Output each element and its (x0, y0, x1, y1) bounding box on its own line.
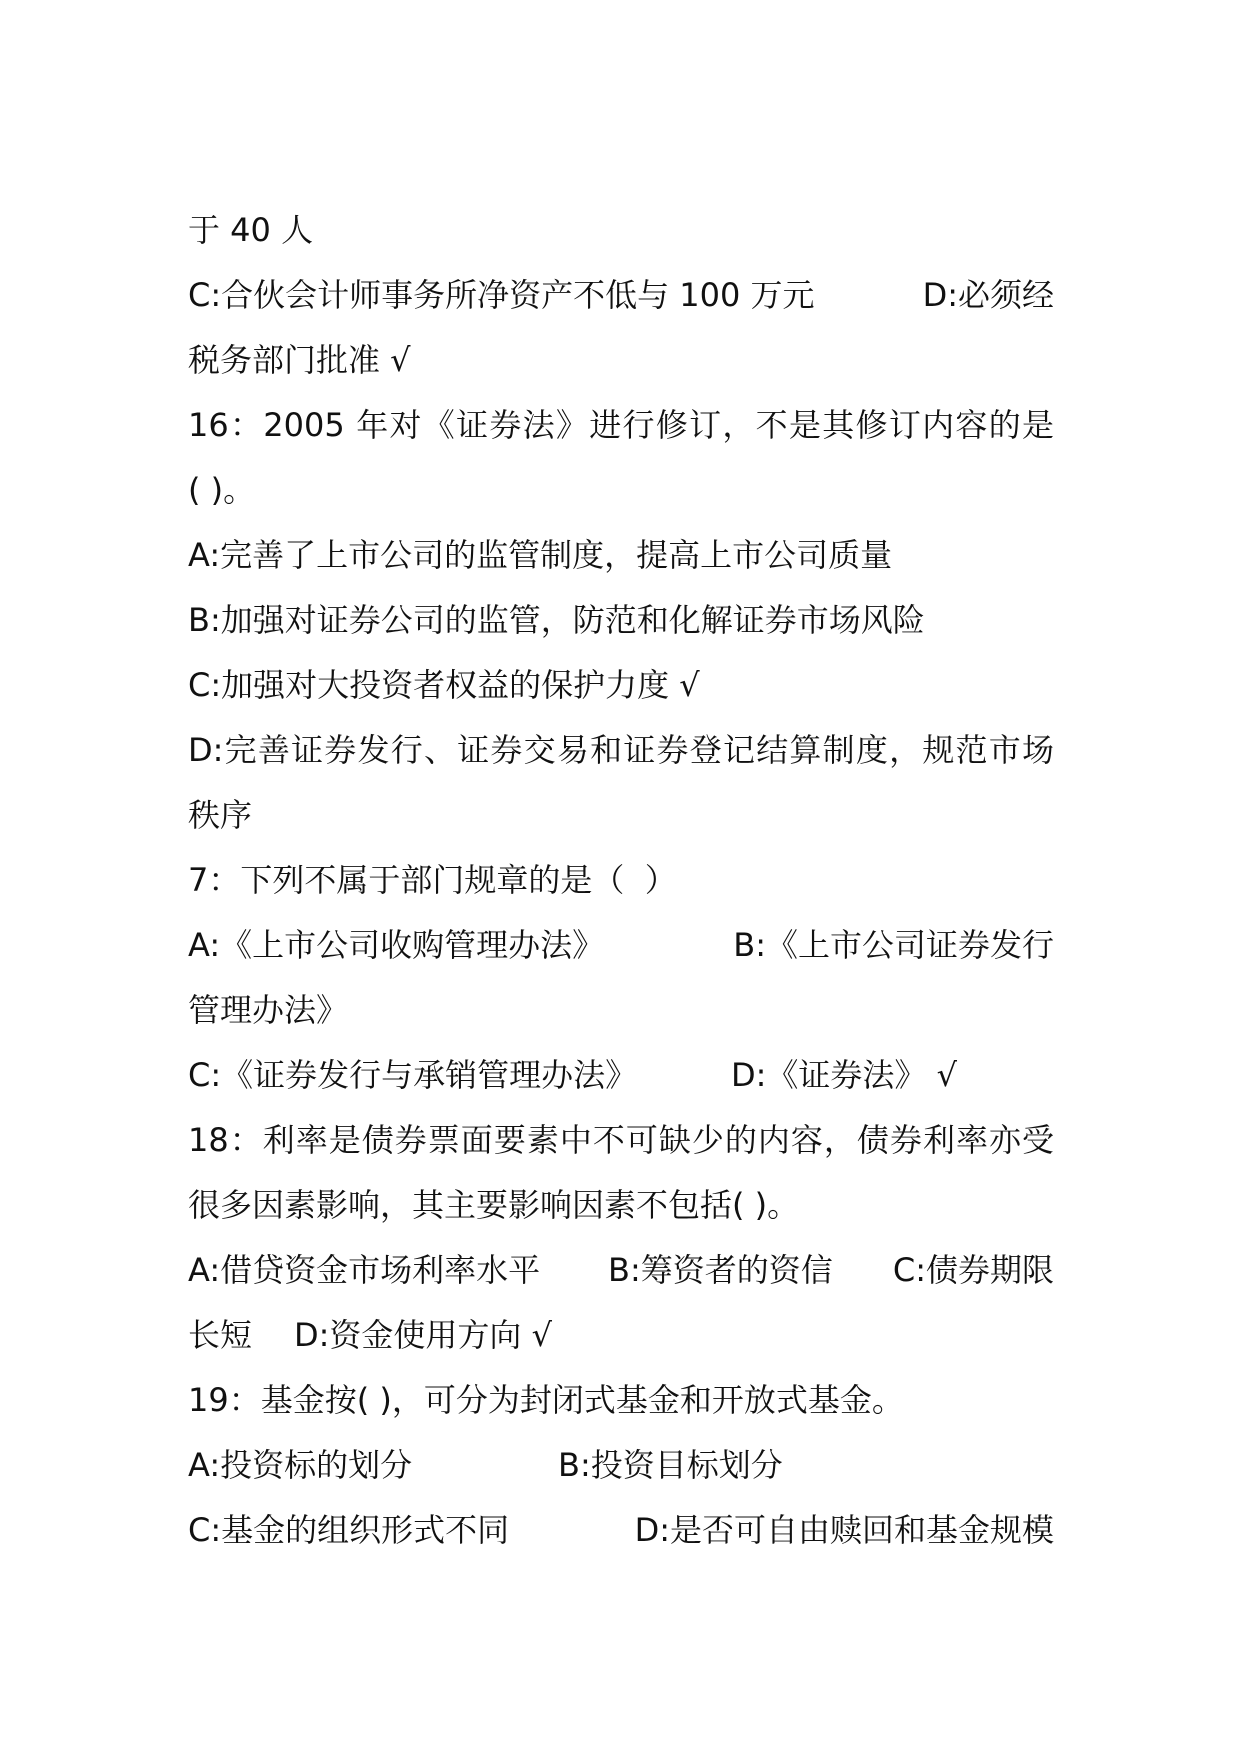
q17-option-a: A:《上市公司收购管理办法》 (188, 926, 605, 964)
text-line (188, 848, 1054, 913)
text-line (188, 1108, 1054, 1173)
q16-option-b: B:加强对证券公司的监管，防范和化解证券市场风险 (188, 601, 925, 639)
q19-stem: 19：基金按( )，可分为封闭式基金和开放式基金。 (188, 1381, 904, 1419)
text-line (188, 393, 1054, 458)
text-line (188, 1238, 1054, 1303)
text-line (188, 1498, 1054, 1563)
q19-option-d: D:是否可自由赎回和基金规模 (634, 1511, 1054, 1549)
text-line (188, 978, 1054, 1043)
document-body (188, 198, 1054, 1563)
q15-option-d-continuation: 税务部门批准 √ (188, 341, 411, 379)
q16-option-d-continuation: 秩序 (188, 796, 253, 834)
previous-option-continuation: 于 40 人 (188, 211, 314, 249)
text-line (188, 588, 1054, 653)
text-line (188, 263, 1054, 328)
q18-option-d: D:资金使用方向 √ (294, 1316, 552, 1354)
text-line (188, 653, 1054, 718)
q18-stem: 18：利率是债券票面要素中不可缺少的内容，债券利率亦受 (188, 1121, 1054, 1159)
q16-stem-continuation: ( )。 (188, 471, 256, 509)
text-line (188, 198, 1054, 263)
text-line (188, 523, 1054, 588)
q19-option-c: C:基金的组织形式不同 (188, 1511, 510, 1549)
text-line (188, 783, 1054, 848)
q17-stem: 7：下列不属于部门规章的是（ ） (188, 861, 677, 899)
q18-option-c-continuation: 长短 (188, 1316, 253, 1354)
q15-option-d: D:必须经 (922, 276, 1054, 314)
text-line (188, 328, 1054, 393)
text-line (188, 718, 1054, 783)
text-line (188, 458, 1054, 523)
q18-option-c: C:债券期限 (892, 1251, 1054, 1289)
q17-option-c: C:《证券发行与承销管理办法》 (188, 1056, 638, 1094)
q18-stem-continuation: 很多因素影响，其主要影响因素不包括( )。 (188, 1186, 800, 1224)
q15-option-c: C:合伙会计师事务所净资产不低与 100 万元 (188, 276, 815, 314)
q16-option-d: D:完善证券发行、证券交易和证券登记结算制度，规范市场 (188, 731, 1054, 769)
q16-option-c: C:加强对大投资者权益的保护力度 √ (188, 666, 700, 704)
q17-option-d: D:《证券法》 √ (731, 1056, 957, 1094)
text-line (188, 913, 1054, 978)
text-line (188, 1368, 1054, 1433)
q19-option-a: A:投资标的划分 (188, 1446, 413, 1484)
text-line (188, 1303, 1054, 1368)
text-line (188, 1043, 1054, 1108)
q16-option-a: A:完善了上市公司的监管制度，提高上市公司质量 (188, 536, 893, 574)
q16-stem: 16：2005 年对《证券法》进行修订，不是其修订内容的是 (188, 406, 1054, 444)
q18-option-a: A:借贷资金市场利率水平 (188, 1251, 541, 1289)
q18-option-b: B:筹资者的资信 (608, 1251, 833, 1289)
q19-option-b: B:投资目标划分 (558, 1446, 783, 1484)
q17-option-b: B:《上市公司证券发行 (733, 926, 1054, 964)
text-line (188, 1173, 1054, 1238)
q17-option-b-continuation: 管理办法》 (188, 991, 349, 1029)
text-line (188, 1433, 1054, 1498)
